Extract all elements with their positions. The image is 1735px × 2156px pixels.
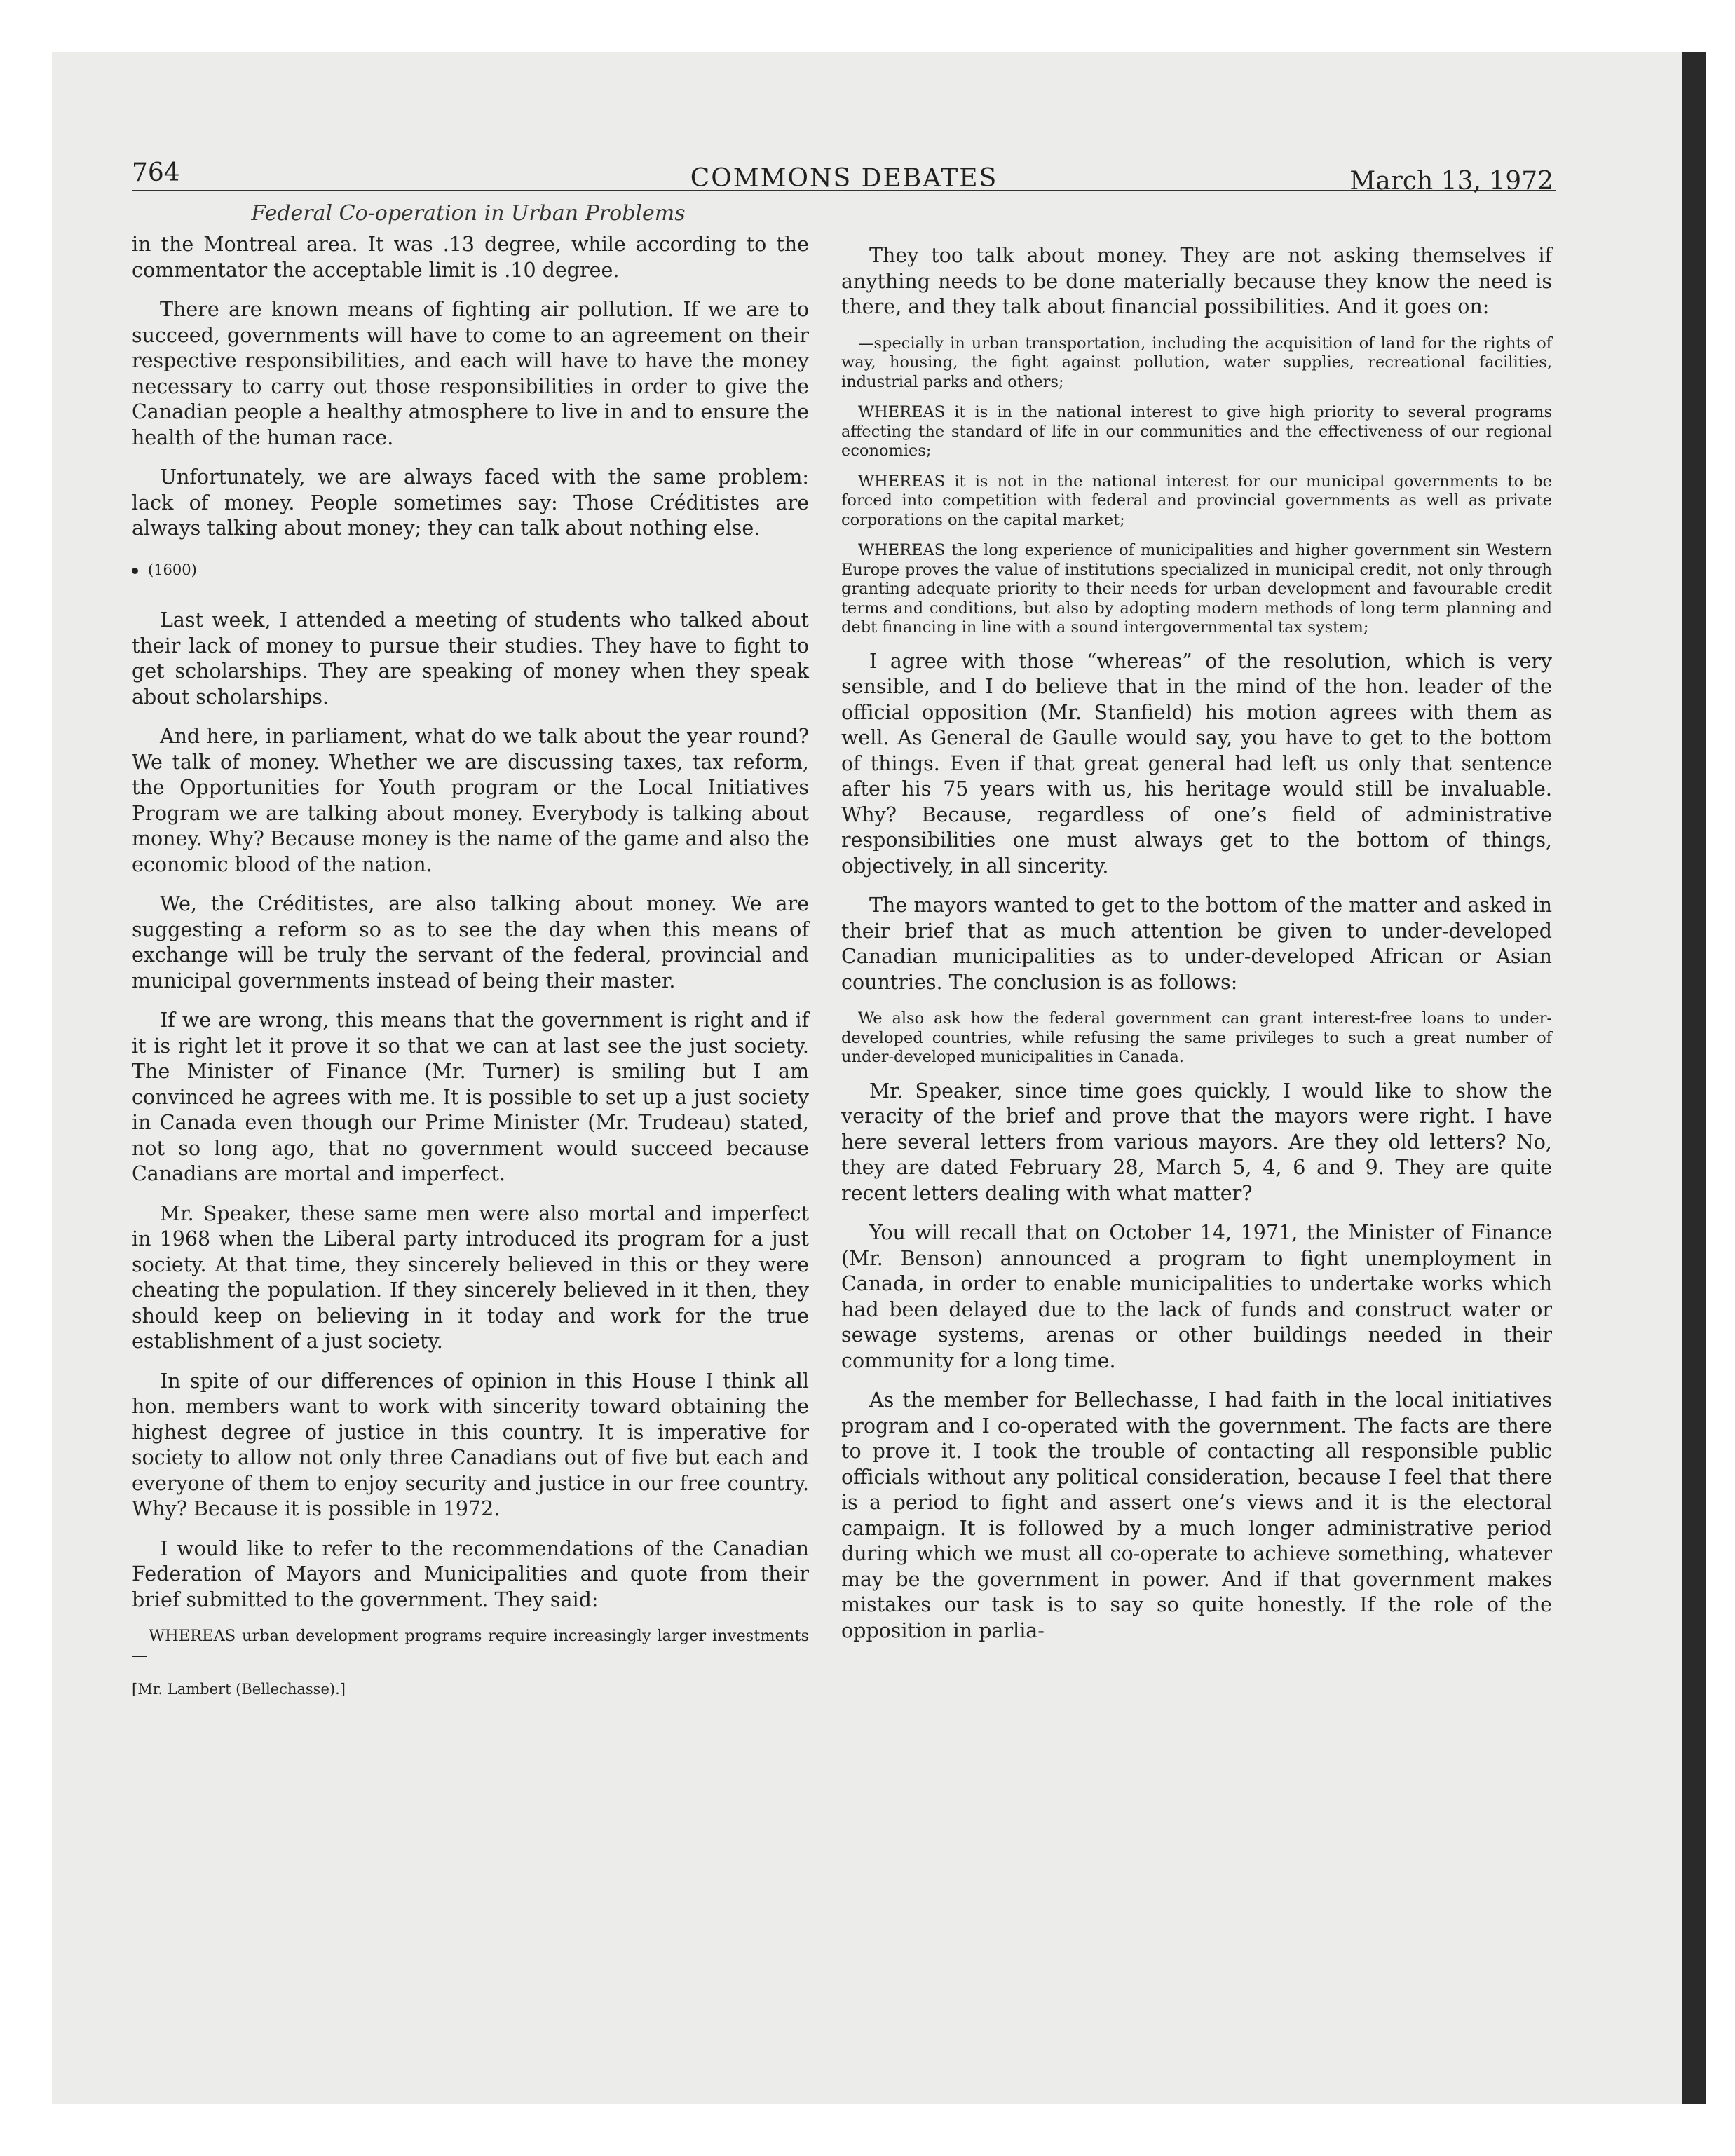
block-quote: WHEREAS it is not in the national interest for our municipal governments to be forced into competition with federal and provincial governments as well as private corporations on the capital market;: [841, 472, 1552, 529]
paragraph: There are known means of fighting air pollution. If we are to succeed, governments will have to come to an agreement on their respective responsibilities, and each will have to have the money necessary to carry out those responsibilities in order to give the Canadian people a healthy atmosphere to live in and to ensure the health of the human race.: [132, 298, 809, 449]
page-header: [132, 144, 1556, 196]
block-quote: We also ask how the federal government can grant interest-free loans to under-developed countries, while refusing the same privileges to such a great number of under-developed municipalities in Canada.: [841, 1009, 1552, 1066]
publication-title: COMMONS DEBATES: [690, 164, 998, 193]
paragraph: And here, in parliament, what do we talk about the year round? We talk of money. Whether we are discussing taxes, tax reform, the Opportunities for Youth program or the Local Initiatives Program we are talking about money. Everybody is talking about money. Why? Because money is the name of the game and also the economic blood of the nation.: [132, 725, 809, 876]
paragraph: As the member for Bellechasse, I had faith in the local initiatives program and I co-operated with the government. The facts are there to prove it. I took the trouble of contacting all responsible public officials without any political consideration, because I feel that there is a period to fight and assert one’s views and it is the electoral campaign. It is followed by a much longer administrative period during which we must all co-operate to achieve something, whatever may be the government in power. And if that government makes mistakes our task is to say so quite honestly. If the role of the opposition in parlia-: [841, 1389, 1552, 1642]
paragraph: Unfortunately, we are always faced with the same problem: lack of money. People sometimes say: Those Créditistes are always talking about money; they can talk about nothing else.: [132, 465, 809, 540]
paragraph: We, the Créditistes, are also talking about money. We are suggesting a reform so as to see the day when this means of exchange will be truly the servant of the federal, provincial and municipal governments instead of being their master.: [132, 892, 809, 992]
paragraph: In spite of our differences of opinion in this House I think all hon. members want to work with sincerity toward obtaining the highest degree of justice in this country. It is imperative for society to allow not only three Canadians out of five but each and everyone of them to enjoy security and justice in our free country. Why? Because it is possible in 1972.: [132, 1369, 809, 1520]
paragraph: I would like to refer to the recommendations of the Canadian Federation of Mayors and Municipalities and quote from their brief submitted to the government. They said:: [132, 1536, 809, 1611]
running-head: Federal Co-operation in Urban Problems: [251, 201, 686, 226]
block-quote: WHEREAS it is in the national interest to give high priority to several programs affecting the standard of life in our communities and the effectiveness of our regional economies;: [841, 403, 1552, 460]
scan-edge-shadow: [1682, 52, 1706, 2104]
paragraph: in the Montreal area. It was .13 degree, while according to the commentator the acceptable limit is .10 degree.: [132, 233, 809, 282]
bullet-icon: [132, 568, 138, 574]
time-marker: [132, 557, 809, 583]
page-date: March 13, 1972: [1349, 167, 1553, 196]
paragraph: They too talk about money. They are not asking themselves if anything needs to be done materially because they know the need is there, and they talk about financial possibilities. And it goes on:: [841, 244, 1552, 318]
paragraph: You will recall that on October 14, 1971, the Minister of Finance (Mr. Benson) announced a program to fight unemployment in Canada, in order to enable municipalities to undertake works which had been delayed due to the lack of funds and construct water or sewage systems, arenas or other buildings needed in their community for a long time.: [841, 1221, 1552, 1372]
paragraph: The mayors wanted to get to the bottom of the matter and asked in their brief that as much attention be given to under-developed Canadian municipalities as to under-developed African or Asian countries. The conclusion is as follows:: [841, 894, 1552, 994]
left-column: [132, 232, 809, 1703]
document-page: [132, 144, 1556, 1966]
block-quote: —specially in urban transportation, including the acquisition of land for the rights of way, housing, the fight against pollution, water supplies, recreational facilities, industrial parks and others;: [841, 334, 1552, 391]
paragraph: Mr. Speaker, since time goes quickly, I would like to show the veracity of the brief and prove that the mayors were right. I have here several letters from various mayors. Are they old letters? No, they are dated February 28, March 5, 4, 6 and 9. They are quite recent letters dealing with what matter?: [841, 1079, 1552, 1205]
paragraph: I agree with those “whereas” of the resolution, which is very sensible, and I do believe that in the mind of the hon. leader of the official opposition (Mr. Stanfield) his motion agrees with them as well. As General de Gaulle would say, you have to get to the bottom of things. Even if that great general had left us only that sentence after his 75 years with us, his heritage would still be invaluable. Why? Because, regardless of one’s field of administrative responsibilities one must always get to the bottom of things, objectively, in all sincerity.: [841, 649, 1552, 878]
speaker-attribution: [Mr. Lambert (Bellechasse).]: [132, 1681, 346, 1698]
block-quote: WHEREAS the long experience of municipalities and higher government sin Western Europe proves the value of institutions specialized in municipal credit, not only through granting adequate priority to their needs for urban development and favourable credit terms and conditions, but also by adopting modern methods of long term planning and debt financing in line with a sound intergovernmental tax system;: [841, 541, 1552, 636]
page-number: 764: [132, 158, 180, 187]
time-marker-label: (1600): [148, 561, 197, 578]
paragraph: Last week, I attended a meeting of students who talked about their lack of money to pursue their studies. They have to fight to get scholarships. They are speaking of money when they speak about scholarships.: [132, 608, 809, 709]
paragraph: Mr. Speaker, these same men were also mortal and imperfect in 1968 when the Liberal party introduced its program for a just society. At that time, they sincerely believed in this or they were cheating the population. If they sincerely believed in it then, they should keep on believing in it today and work for the true establishment of a just society.: [132, 1201, 809, 1353]
right-column: [841, 243, 1552, 1658]
block-quote: WHEREAS urban development programs require increasingly larger investments—: [132, 1627, 809, 1665]
paragraph: If we are wrong, this means that the government is right and if it is right let it prove it so that we can at last see the just society. The Minister of Finance (Mr. Turner) is smiling but I am convinced he agrees with me. It is possible to set up a just society in Canada even though our Prime Minister (Mr. Trudeau) stated, not so long ago, that no government would succeed because Canadians are mortal and imperfect.: [132, 1009, 809, 1185]
